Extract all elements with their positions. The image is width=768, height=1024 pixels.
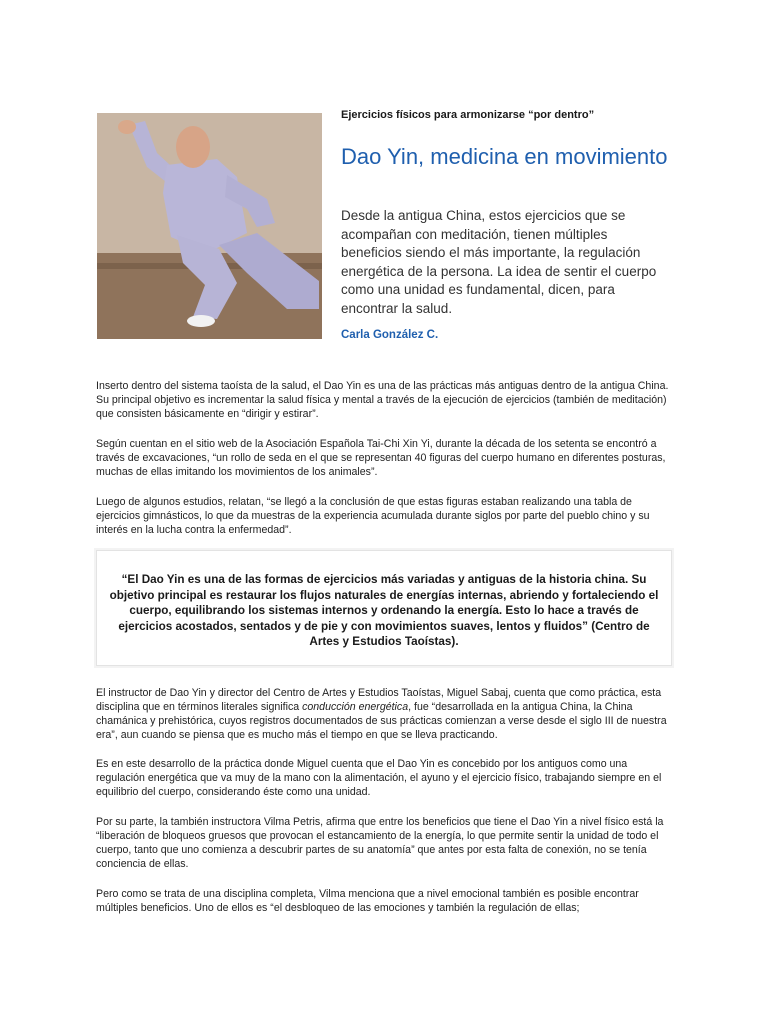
paragraph-4-text-b: , fue “desarrollada en la antigua China, la China chamánica y prehistórica, cuyos registros documentados de sus prácticas comienzan a verse desde el siglo III de nuestra era”, aun cuando se piensa que es mucho más el tiempo en que se lleva practicando.	[96, 701, 667, 741]
paragraph-4-emphasis: conducción energética	[302, 701, 409, 713]
article-kicker: Ejercicios físicos para armonizarse “por dentro”	[341, 109, 595, 121]
paragraph-2-text-b: de la Asociación Española Tai-Chi Xin Yi, durante la década de los setenta se encontró a través de excavaciones, “un rollo de seda en el que se representan 40 figuras del cuerpo humano en diferentes posturas, muchas de ellas imitando los movimientos de los animales”.	[96, 438, 666, 478]
article-lead: Desde la antigua China, estos ejercicios que se acompañan con meditación, tienen múltiples beneficios siendo el más importante, la regulación energética de la persona. La idea de sentir el cuerpo como una unidad es fundamental, dicen, para encontrar la salud.	[341, 208, 657, 316]
paragraph-4-text-a: El instructor de Dao Yin y director del Centro de Artes y Estudios Taoístas, Miguel Sabaj, cuenta que como práctica, esta disciplina que en términos literales significa	[96, 687, 662, 713]
body-paragraph-6: Por su parte, la también instructora Vilma Petris, afirma que entre los beneficios que tiene el Dao Yin a nivel físico está la “liberación de bloqueos gruesos que provocan el estancamiento de la energía, lo que permite sentir la unidad de todo el cuerpo, tanto que uno comienza a descubrir partes de su anatomía” que antes por esta falta de conexión, no se tenía conciencia de ellas.	[96, 816, 664, 870]
body-paragraph-5: Es en este desarrollo de la práctica donde Miguel cuenta que el Dao Yin es concebido por los antiguos como una regulación energética que va muy de la mano con la alimentación, el ayuno y el ejercicio físico, trabajando siempre en el equilibrio del cuerpo, considerando éste como una unidad.	[96, 758, 662, 798]
article-author: Carla González C.	[341, 329, 439, 341]
body-paragraph-2	[96, 437, 674, 479]
body-paragraph-1: Inserto dentro del sistema taoísta de la salud, el Dao Yin es una de las prácticas más antiguas dentro de la antigua China. Su principal objetivo es incrementar la salud física y mental a través de la ejecución de ejercicios (también de meditación) que consisten básicamente en “dirigir y estirar”.	[96, 380, 669, 420]
paragraph-2-text-a: Según cuentan en el	[96, 438, 197, 450]
article-headline: Dao Yin, medicina en movimiento	[341, 144, 668, 169]
body-paragraph-4	[96, 686, 674, 742]
pull-quote-box	[96, 550, 672, 666]
tai-chi-practitioner-photo	[97, 113, 322, 339]
body-paragraph-3: Luego de algunos estudios, relatan, “se llegó a la conclusión de que estas figuras estaban realizando una tabla de ejercicios gimnásticos, lo que da muestras de la experiencia acumulada durante siglos por parte del pueblo chino y su interés en la lucha contra la enfermedad”.	[96, 496, 650, 536]
practitioner-illustration	[97, 113, 322, 339]
body-paragraph-7: Pero como se trata de una disciplina completa, Vilma menciona que a nivel emocional también es posible encontrar múltiples beneficios. Uno de ellos es “el desbloqueo de las emociones y también la regulación de ellas;	[96, 888, 639, 914]
sitio-web-link[interactable]: sitio web	[196, 438, 238, 450]
pull-quote-text: “El Dao Yin es una de las formas de ejercicios más variadas y antiguas de la historia china. Su objetivo principal es restaurar los flujos naturales de energías internas, abriendo y fortaleciendo el cuerpo, equilibrando los sistemas internos y ordenando la energía. Esto lo hace a través de ejercicios acostados, sentados y de pie y con movimientos suaves, lentos y fluidos” (Centro de Artes y Estudios Taoístas).	[109, 573, 659, 648]
